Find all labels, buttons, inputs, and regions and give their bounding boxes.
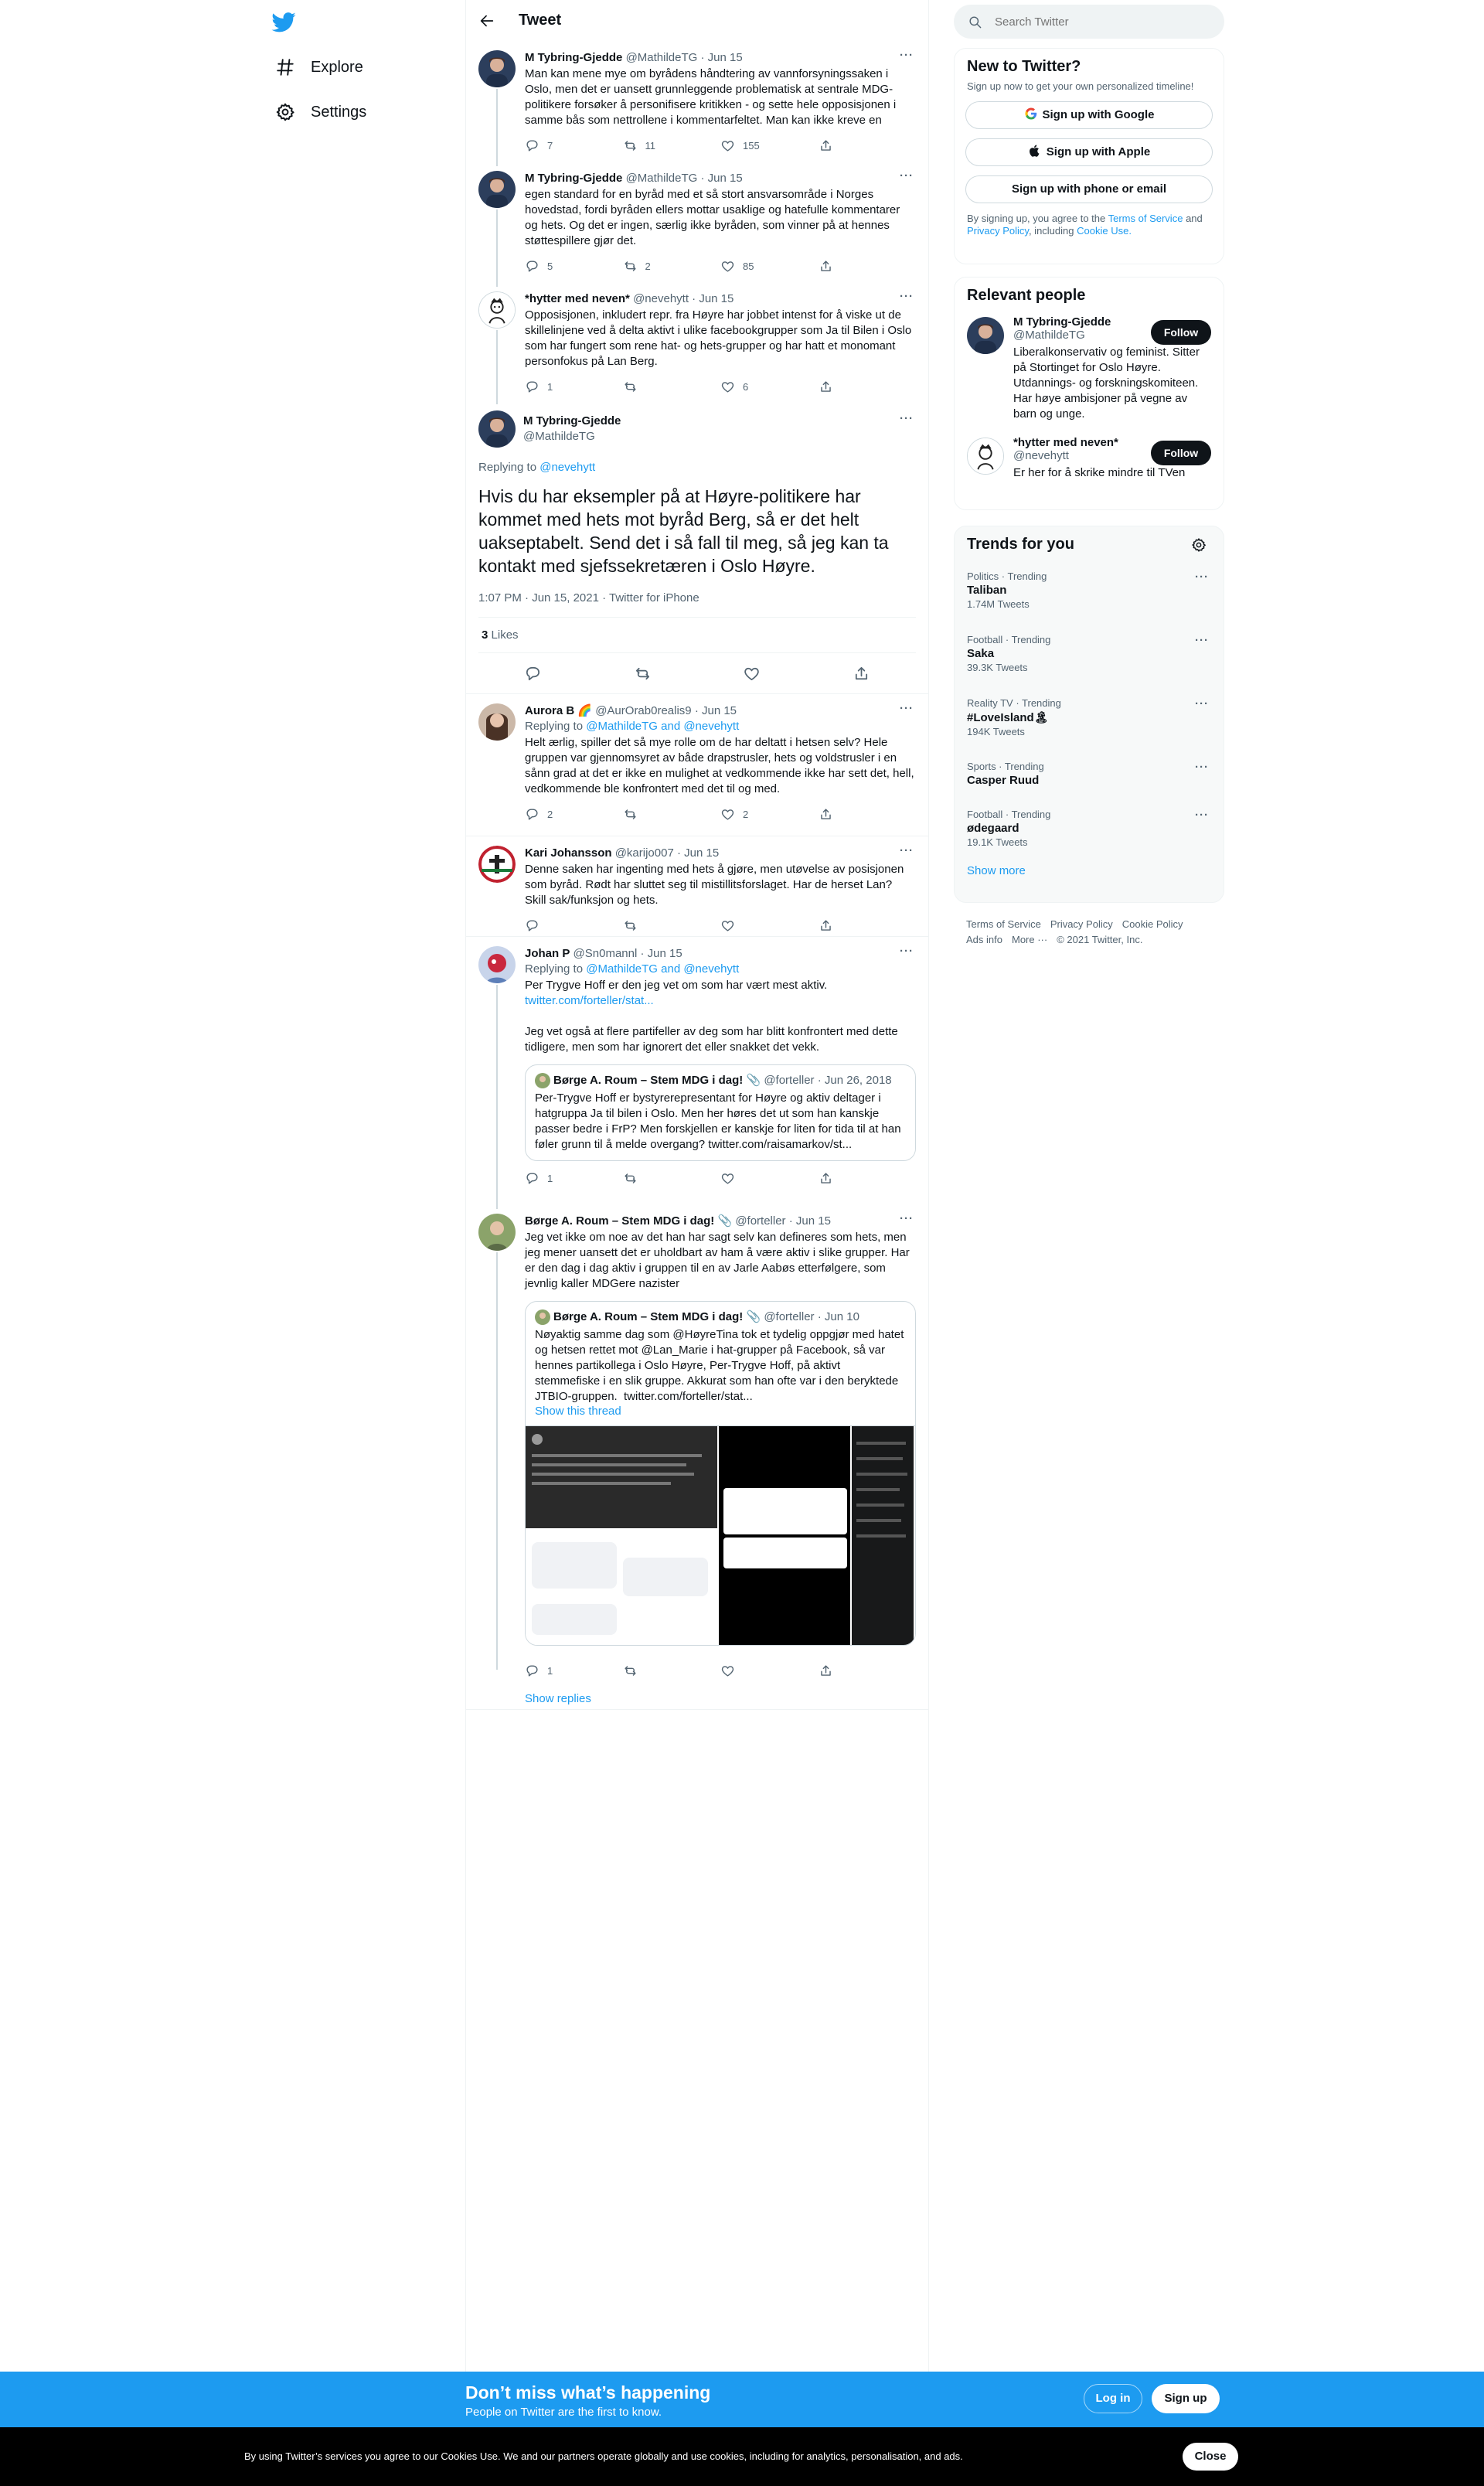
trends-title: Trends for you xyxy=(967,536,1074,553)
person-bio: Er her for å skrike mindre til TVen xyxy=(1013,466,1186,479)
replying-to xyxy=(525,719,916,734)
reply-button[interactable] xyxy=(525,258,623,274)
trend-category: Reality TV · Trending xyxy=(967,697,1061,709)
retweet-button[interactable] xyxy=(623,1663,721,1678)
footer-terms[interactable]: Terms of Service xyxy=(966,918,1041,930)
author-handle[interactable]: @nevehytt xyxy=(633,292,689,305)
signup-apple-button[interactable] xyxy=(965,138,1213,166)
person-handle[interactable]: @nevehytt xyxy=(1013,449,1069,462)
avatar[interactable] xyxy=(478,291,516,329)
more-icon[interactable]: ··· xyxy=(900,844,914,857)
quote-author-handle: @forteller xyxy=(764,1310,815,1323)
banner-subtitle: People on Twitter are the first to know. xyxy=(465,2406,662,2419)
tweet-text: Denne saken har ingenting med hets å gjøre, men utøvelse av posisjonen som byråd. Rødt har sluttet seg til mistillitsforslaget. Har de herset Lan? Skill sak/funksjon og hets. xyxy=(525,863,907,907)
show-replies-link[interactable]: Show replies xyxy=(525,1692,591,1706)
avatar[interactable] xyxy=(478,410,516,448)
quote-text: Nøyaktig samme dag som @HøyreTina tok et tydelig oppgjør med hatet og hetsen rettet mot @Lan_Marie i hat-grupper på Facebook, så var hennes partikollega i Oslo Høyre, Per-Trygve Hoff, på aktivt stemmefiske i en slik gruppe. Akkurat som han ofte var i den beryktede JTBIO-gruppen. twitter.com/forteller/stat... xyxy=(535,1328,907,1404)
more-icon[interactable]: ··· xyxy=(900,290,914,303)
author-handle[interactable]: @MathildeTG xyxy=(625,172,698,185)
replying-to-link[interactable]: @nevehytt xyxy=(539,461,596,474)
tweet-text: Opposisjonen, inkludert repr. fra Høyre har jobbet intenst for å viske ut de skillelinjene ved å delta aktivt i ulike facebookgrupper som Ja til Bilen i Oslo som har fungert som rene hat- og hets-grupper og har hatt et monomant personfokus på Lan Berg. xyxy=(525,308,915,368)
quote-author-name: Børge A. Roum – Stem MDG i dag! 📎 xyxy=(553,1310,761,1323)
author-handle[interactable]: @karijo007 xyxy=(614,846,674,860)
trend-category: Sports · Trending xyxy=(967,761,1044,772)
thread-connector xyxy=(496,985,498,1209)
reply-count: 1 xyxy=(547,1172,553,1184)
footer-links xyxy=(966,917,1221,948)
retweet-count: 11 xyxy=(645,139,655,152)
share-icon xyxy=(819,1664,833,1678)
avatar[interactable] xyxy=(478,50,516,87)
avatar[interactable] xyxy=(478,946,516,983)
tweet-actions xyxy=(525,1663,916,1678)
tweet-date[interactable]: · Jun 15 xyxy=(676,846,720,860)
retweet-button[interactable] xyxy=(623,806,721,822)
likes-label: Likes xyxy=(491,628,519,642)
thread-connector xyxy=(496,330,498,404)
share-button[interactable] xyxy=(819,138,917,153)
tweet-actions xyxy=(525,258,916,274)
like-button[interactable] xyxy=(720,1663,819,1678)
retweet-button[interactable] xyxy=(623,379,721,394)
quoted-tweet[interactable] xyxy=(525,1301,916,1646)
author-handle[interactable]: @forteller xyxy=(735,1214,786,1228)
replying-label: Replying to xyxy=(525,720,584,733)
like-button[interactable] xyxy=(720,379,819,394)
share-icon xyxy=(819,1171,833,1186)
nav-settings-label: Settings xyxy=(311,103,367,121)
tweet-text: Jeg vet ikke om noe av det han har sagt selv kan defineres som hets, men jeg mener uansett det er uholdbart av ham å være aktiv i slike grupper. Har er den dag i dag aktiv i gruppen til en av Jarle Aabøs etterfølgere, som jevnlig kaller MDGere nazister xyxy=(525,1231,913,1290)
author-name[interactable]: Johan P xyxy=(525,947,570,960)
trend-category: Football · Trending xyxy=(967,809,1051,820)
like-count: 2 xyxy=(743,808,749,820)
retweet-icon[interactable] xyxy=(634,665,652,683)
avatar[interactable] xyxy=(478,171,516,208)
banner-headline: Don’t miss what’s happening xyxy=(465,2382,711,2403)
retweet-button[interactable] xyxy=(623,258,721,274)
reply-icon xyxy=(525,1171,539,1186)
share-icon xyxy=(819,918,833,933)
tweet-text: egen standard for en byråd med et så stort ansvarsområde i Norges hovedstad, fordi byråden ellers mottar usaklige og hatefulle kommentarer og hets. Og det er ingen, særlig ikke byråden, som vinner på at hennes støttespillere gjør det. xyxy=(525,188,904,247)
trend-item[interactable] xyxy=(955,625,1224,688)
search-input[interactable] xyxy=(995,15,1196,29)
tweet-date[interactable]: · Jun 15 xyxy=(640,947,682,960)
reply-icon xyxy=(525,807,539,822)
share-button[interactable] xyxy=(819,1663,917,1678)
trend-count: 1.74M Tweets xyxy=(967,598,1030,610)
tweet-text-continued: Jeg vet også at flere partifeller av deg som har blitt konfrontert med dette tidligere, men som har ignorert det eller snakket det vekk. xyxy=(525,1025,901,1054)
legal-text: By signing up, you agree to the xyxy=(967,213,1106,224)
retweet-icon xyxy=(623,380,638,394)
signup-google-button[interactable] xyxy=(965,101,1213,129)
signup-button[interactable]: Sign up xyxy=(1152,2384,1220,2413)
replying-to-link[interactable]: @MathildeTG and @nevehytt xyxy=(586,720,740,733)
focal-tweet xyxy=(466,400,928,694)
reply-button[interactable] xyxy=(525,1663,623,1678)
cookie-text: By using Twitter’s services you agree to our Cookies Use. We and our partners operate globally and use cookies, including for analytics, personalisation, and ads. xyxy=(244,2450,963,2462)
google-icon xyxy=(1024,104,1038,118)
retweet-icon xyxy=(623,918,638,933)
tweet-date[interactable]: · Jun 15 xyxy=(788,1214,831,1228)
quote-author-handle: @forteller xyxy=(764,1074,815,1087)
trend-item[interactable] xyxy=(955,799,1224,863)
thread-connector xyxy=(496,209,498,287)
retweet-button[interactable] xyxy=(623,918,721,933)
avatar[interactable] xyxy=(478,1214,516,1251)
media-screenshot-1[interactable] xyxy=(526,1426,719,1645)
tweet-actions xyxy=(525,806,916,822)
author-name[interactable]: M Tybring-Gjedde xyxy=(523,414,621,427)
tweet-date[interactable]: · Jun 15 xyxy=(692,292,734,305)
replying-to xyxy=(525,962,916,977)
quote-date: · Jun 26, 2018 xyxy=(817,1074,892,1087)
tweet-actions xyxy=(525,138,916,153)
person-bio: Liberalkonservativ og feminist. Sitter på Stortinget for Oslo Høyre. Utdannings- og forskningskomiteen. Har høye ambisjoner på vegne av barn og unge. xyxy=(1013,346,1200,421)
thread-connector xyxy=(496,1252,498,1670)
reply-button[interactable] xyxy=(525,1170,623,1186)
trends-card xyxy=(954,526,1224,903)
more-icon[interactable]: ··· xyxy=(900,702,914,715)
quote-author-name: Børge A. Roum – Stem MDG i dag! 📎 xyxy=(553,1074,761,1087)
trend-count: 39.3K Tweets xyxy=(967,662,1028,673)
new-to-twitter-title: New to Twitter? xyxy=(967,58,1081,75)
author-handle[interactable]: @MathildeTG xyxy=(523,430,595,443)
reply-count: 5 xyxy=(547,260,553,272)
login-button[interactable]: Log in xyxy=(1084,2384,1142,2413)
like-button[interactable] xyxy=(720,806,819,822)
retweet-count: 2 xyxy=(645,260,651,272)
retweet-icon xyxy=(623,807,638,822)
more-icon[interactable]: ··· xyxy=(900,49,914,62)
focal-actions xyxy=(478,653,916,693)
replying-to xyxy=(478,460,916,475)
tweet-header xyxy=(466,0,928,41)
author-name[interactable]: M Tybring-Gjedde xyxy=(525,172,623,185)
likes-count: 3 xyxy=(482,628,488,642)
tweet-timestamp[interactable]: 1:07 PM · Jun 15, 2021 · Twitter for iPhone xyxy=(478,591,699,604)
nav-explore[interactable] xyxy=(267,48,371,87)
avatar[interactable] xyxy=(478,703,516,741)
thread-connector xyxy=(496,89,498,166)
trend-item[interactable] xyxy=(955,688,1224,751)
follow-button[interactable]: Follow xyxy=(1151,320,1211,345)
footer-more[interactable]: More ··· xyxy=(1011,934,1048,945)
heart-icon xyxy=(720,918,735,933)
retweet-icon xyxy=(623,1664,638,1678)
trend-name: Casper Ruud xyxy=(967,774,1040,787)
search-box[interactable] xyxy=(954,5,1224,39)
trend-item[interactable] xyxy=(955,561,1224,625)
reply-count: 1 xyxy=(547,380,553,393)
like-count: 6 xyxy=(743,380,749,393)
retweet-button[interactable] xyxy=(623,1170,721,1186)
reply-tweet[interactable] xyxy=(466,937,928,1204)
tweet-text: Helt ærlig, spiller det så mye rolle om de har deltatt i hetsen selv? Hele gruppen var gjennomsyret av både drapstrusler, hets og voldstrusler i en sånn grad at det er ikke en mulighet at vedkommende ikke har sett det, hell, vedkommende ble konfrontert med det til og med. xyxy=(525,736,917,795)
new-to-twitter-card xyxy=(954,48,1224,264)
author-handle[interactable]: @AurOrab0realis9 xyxy=(595,704,692,717)
more-icon[interactable]: ··· xyxy=(900,1212,914,1225)
author-handle[interactable]: @Sn0mannl xyxy=(573,947,638,960)
hashtag-icon xyxy=(275,57,295,77)
person-handle[interactable]: @MathildeTG xyxy=(1013,329,1085,342)
new-to-twitter-subtitle: Sign up now to get your own personalized timeline! xyxy=(967,80,1194,92)
reply-tweet[interactable] xyxy=(466,1204,928,1710)
like-button[interactable] xyxy=(720,918,819,933)
reply-tweet[interactable] xyxy=(466,694,928,836)
footer-ads[interactable]: Ads info xyxy=(966,934,1002,945)
quote-avatar xyxy=(535,1309,550,1325)
tweet-date[interactable]: · Jun 15 xyxy=(700,51,743,64)
like-count: 85 xyxy=(743,260,754,272)
author-name[interactable]: Børge A. Roum – Stem MDG i dag! 📎 xyxy=(525,1214,733,1228)
footer-privacy[interactable]: Privacy Policy xyxy=(1050,918,1113,930)
replying-to-link[interactable]: @MathildeTG and @nevehytt xyxy=(586,962,740,976)
quote-media[interactable] xyxy=(526,1425,915,1645)
legal-and: and xyxy=(1186,213,1203,224)
tweet-actions xyxy=(525,379,916,394)
follow-button[interactable]: Follow xyxy=(1151,441,1211,465)
terms-link[interactable]: Terms of Service xyxy=(1108,213,1183,224)
like-count: 155 xyxy=(743,139,760,152)
reply-button[interactable] xyxy=(525,806,623,822)
share-button[interactable] xyxy=(819,379,917,394)
author-handle[interactable]: @MathildeTG xyxy=(625,51,698,64)
show-this-thread-link[interactable]: Show this thread xyxy=(535,1405,621,1418)
author-name[interactable]: *hytter med neven* xyxy=(525,292,630,305)
cookie-banner xyxy=(0,2427,1484,2486)
tweet-date[interactable]: · Jun 15 xyxy=(694,704,737,717)
trend-category: Politics · Trending xyxy=(967,570,1047,582)
relevant-people-card xyxy=(954,277,1224,510)
reply-icon[interactable] xyxy=(524,665,542,683)
reply-icon xyxy=(525,138,539,153)
focal-tweet-text: Hvis du har eksempler på at Høyre-politikere har kommet med hets mot byråd Berg, så er det helt uakseptabelt. Send det i så fall til meg, så jeg kan ta kontakt med sjefssekretæren i Oslo Høyre. xyxy=(478,486,893,576)
trend-item[interactable] xyxy=(955,751,1224,799)
reply-icon xyxy=(525,918,539,933)
like-button[interactable] xyxy=(720,138,819,153)
share-icon xyxy=(819,138,833,153)
author-name[interactable]: Aurora B 🌈 xyxy=(525,704,593,717)
reply-button[interactable] xyxy=(525,918,623,933)
media-screenshot-3[interactable] xyxy=(852,1426,914,1645)
twitter-logo-icon[interactable] xyxy=(271,9,297,36)
trend-category: Football · Trending xyxy=(967,634,1051,645)
trend-count: 19.1K Tweets xyxy=(967,836,1028,848)
more-icon[interactable]: ··· xyxy=(1195,634,1209,647)
trend-name: ødegaard xyxy=(967,822,1019,835)
relevant-person[interactable] xyxy=(955,430,1224,487)
gear-icon xyxy=(275,102,295,122)
tweet-column xyxy=(465,0,929,2486)
reply-count: 1 xyxy=(547,1664,553,1677)
share-icon xyxy=(819,380,833,394)
retweet-icon xyxy=(623,138,638,153)
reply-count: 2 xyxy=(547,808,553,820)
share-icon xyxy=(819,807,833,822)
show-more-link[interactable]: Show more xyxy=(967,864,1026,877)
signup-apple-label: Sign up with Apple xyxy=(1046,145,1151,158)
like-button[interactable] xyxy=(720,1170,819,1186)
tweet-text: Man kan mene mye om byrådens håndtering av vannforsyningssaken i Oslo, men det er uansett grunnleggende problematisk at sentrale MDG-politikere forsøker å personifisere kritikken - og sette hele opposisjonen i samme bås som nettrollene i kommentarfeltet. Man kan ikke kreve en xyxy=(525,67,900,127)
person-name[interactable]: *hytter med neven* xyxy=(1013,436,1118,449)
back-arrow-icon[interactable] xyxy=(478,12,495,29)
thread-tweet[interactable] xyxy=(466,41,928,162)
signup-phone-button[interactable]: Sign up with phone or email xyxy=(965,175,1213,203)
person-name[interactable]: M Tybring-Gjedde xyxy=(1013,315,1111,329)
avatar[interactable] xyxy=(967,438,1004,475)
more-icon[interactable]: ··· xyxy=(1195,809,1209,822)
nav-explore-label: Explore xyxy=(311,58,363,76)
reply-button[interactable] xyxy=(525,379,623,394)
page-title: Tweet xyxy=(519,12,562,29)
more-icon[interactable]: ··· xyxy=(900,412,914,425)
share-button[interactable] xyxy=(819,918,917,933)
avatar[interactable] xyxy=(967,317,1004,354)
trend-count: 194K Tweets xyxy=(967,726,1025,737)
legal-including: , including xyxy=(1028,225,1074,237)
heart-icon xyxy=(720,807,735,822)
tweet-link[interactable]: twitter.com/forteller/stat... xyxy=(525,994,654,1007)
heart-icon[interactable] xyxy=(743,665,761,683)
reply-tweet[interactable] xyxy=(466,836,928,937)
gear-icon[interactable] xyxy=(1191,537,1207,553)
tweet-date[interactable]: · Jun 15 xyxy=(700,172,743,185)
share-icon xyxy=(819,259,833,274)
retweet-button[interactable] xyxy=(623,138,721,153)
thread-tweet[interactable] xyxy=(466,282,928,400)
media-screenshot-2[interactable] xyxy=(719,1426,852,1645)
more-icon[interactable]: ··· xyxy=(900,945,914,958)
avatar[interactable] xyxy=(478,846,516,883)
trend-name: #LoveIsland🏝 xyxy=(967,711,1049,724)
share-icon[interactable] xyxy=(853,665,870,683)
relevant-people-title: Relevant people xyxy=(967,287,1086,304)
quote-date: · Jun 10 xyxy=(817,1310,859,1323)
reply-icon xyxy=(525,1664,539,1678)
apple-icon xyxy=(1028,141,1042,155)
reply-icon xyxy=(525,380,539,394)
heart-icon xyxy=(720,1664,735,1678)
cookie-close-button[interactable]: Close xyxy=(1183,2443,1238,2471)
heart-icon xyxy=(720,259,735,274)
footer-cookie[interactable]: Cookie Policy xyxy=(1122,918,1183,930)
quoted-tweet[interactable] xyxy=(525,1064,916,1161)
quote-text: Per-Trygve Hoff er bystyrerepresentant for Høyre og aktiv deltager i hatgruppa Ja til bilen i Oslo. Men her høres det ut som han kanskje passer bedre i FrP? Men forskjellen er kanskje for liten for tida til at han føler grunn til å melde overgang? twitter.com/raisamarkov/st... xyxy=(535,1091,904,1152)
heart-icon xyxy=(720,380,735,394)
reply-count: 7 xyxy=(547,139,553,152)
trend-name: Taliban xyxy=(967,584,1007,597)
more-icon[interactable]: ··· xyxy=(1195,697,1209,710)
trend-name: Saka xyxy=(967,647,995,660)
retweet-icon xyxy=(623,259,638,274)
author-name[interactable]: Kari Johansson xyxy=(525,846,612,860)
search-icon xyxy=(968,15,982,29)
quote-avatar xyxy=(535,1073,550,1088)
heart-icon xyxy=(720,1171,735,1186)
replying-label: Replying to xyxy=(478,461,537,474)
like-button[interactable] xyxy=(720,258,819,274)
relevant-person[interactable] xyxy=(955,309,1224,430)
reply-button[interactable] xyxy=(525,138,623,153)
share-button[interactable] xyxy=(819,806,917,822)
signup-legal xyxy=(955,213,1224,250)
tweet-text: Per Trygve Hoff er den jeg vet om som har vært mest aktiv. xyxy=(525,979,828,992)
signup-banner xyxy=(0,2372,1484,2427)
more-icon[interactable]: ··· xyxy=(900,169,914,182)
more-icon[interactable]: ··· xyxy=(1195,761,1209,774)
retweet-icon xyxy=(623,1171,638,1186)
more-icon[interactable]: ··· xyxy=(1195,570,1209,584)
reply-icon xyxy=(525,259,539,274)
nav-settings[interactable] xyxy=(267,93,374,131)
share-button[interactable] xyxy=(819,258,917,274)
tweet-actions xyxy=(525,918,916,933)
likes-summary[interactable] xyxy=(478,617,916,653)
footer-copyright: © 2021 Twitter, Inc. xyxy=(1057,934,1143,945)
thread-tweet[interactable] xyxy=(466,162,928,282)
replying-label: Replying to xyxy=(525,962,584,976)
author-name[interactable]: M Tybring-Gjedde xyxy=(525,51,623,64)
tweet-actions xyxy=(525,1170,916,1186)
heart-icon xyxy=(720,138,735,153)
privacy-link[interactable]: Privacy Policy xyxy=(967,225,1029,237)
cookie-link[interactable]: Cookie Use. xyxy=(1077,225,1132,237)
signup-google-label: Sign up with Google xyxy=(1042,108,1155,121)
share-button[interactable] xyxy=(819,1170,917,1186)
